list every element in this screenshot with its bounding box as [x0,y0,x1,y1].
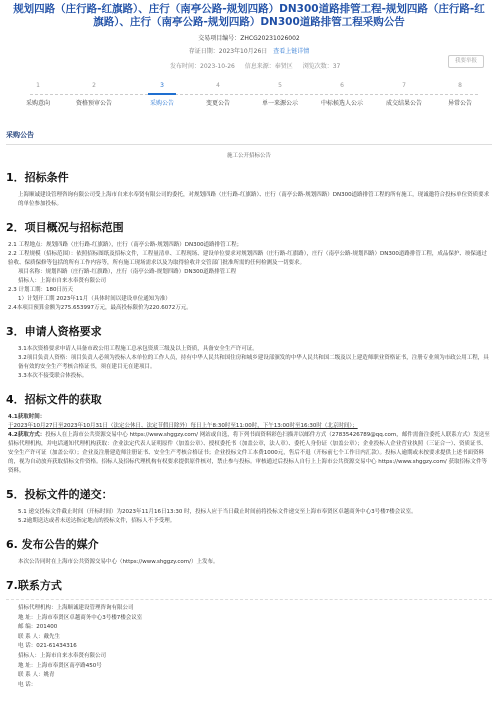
section-3-line: 3.2项目负责人资格：项目负责人必须为投标人本单位的工作人员，持有中华人民共和国住房和城乡建设部颁发的中华人民共和国二级及以上建造师职业资格证书，注册专业须为市政公用工程，具备有效的安全生产考核合格证书，须在建目无在建项目。 [18,355,489,370]
section-2-line: 招标人：上海市自来水奉贤有限公司 [18,278,107,284]
section-5-line: 5.2逾期送达或者未送达指定地点的投标文件，招标人不予受理。 [18,518,176,524]
step-num: 2 [92,82,96,89]
step-label: 成交结果公告 [385,100,422,107]
step-6[interactable] [312,82,372,107]
contact-line: 联 系 人：姚青 [18,672,55,679]
section-2-line: 2.2 工程规模（招标范围）：依照招标图纸及招标文件，工程量清单、工程现场、建设单位要求对规划四路（庄行路-红旗路），庄行（南亭公路-规划四路）DN300道路排管工程，成品保护、竣保通过验收、保质保修等包括的所有工作内容等，所有施工现场需求以及为取得验收并交管部门批准所需的任何检测及一切要求。 [8,251,487,266]
section-4-time-label [8,413,490,422]
section-1-text: 上海顺诚建设管理咨询有限公司受上海市自来水奉贤有限公司的委托，对规划四路（庄行路-红旗路）、庄行（南亭公路-规划四路）DN300道路排管工程的所有施工，现诚邀符合投标单位资质要求的单位参加投标。 [18,192,490,207]
step-7[interactable] [374,82,434,107]
contact-line: 电 话： [18,681,37,688]
step-num: 4 [216,82,220,89]
tab-bar [6,122,492,145]
divider [6,599,492,600]
section-6-text: 本次公告同时在上海市公共资源交易中心（https://www.shggzy.com/）上发布。 [18,559,219,565]
process-steps [0,82,498,122]
get-time-label: 4.1获取时间： [8,414,46,420]
publish-time: 发布时间：2023-10-26 [170,63,235,70]
step-1[interactable] [8,82,68,107]
view-count: 浏览次数：37 [302,63,341,70]
step-label: 单一来源公示 [261,100,298,107]
step-num: 7 [402,82,406,89]
step-label: 资格预审公告 [75,100,112,107]
section-4-time-text: 于2023年10月27日至2023年10月31日（法定公休日、法定节假日除外）每日上午8:30时至11:00时，下午13:00时至16:30时（北京时间）； [8,423,358,429]
doc-subtitle: 施工公开招标公告 [226,153,271,159]
get-method-text: 投标人在上海市公共资源交易中心 https://www.shggzy.com/ 网站或自选，将下列书面资料彩色扫描并以邮件方式（27835426789@qq.com，邮件需备注委托人联系方式）发送至招标代理机构，并电话通知代理机构获取：企业法定代表人证明原件（加盖公章）、授权委托书（加盖公章，法人章）、委托人身份证（加盖公章）；企业投标人企业营业执照（三证合一）、资质证书、安全生产许可证（加盖公章）；企业及注册建造师注册证书、安全生产考核合格证书；企业投标文件工本费1000元，售后不退（开标前七个工作日内汇款）。投标人逾期或未按要求提供上述书面资料的，视为自动放弃获取招标文件资格。招标人及招标代理机构有权要求提供原件核对，禁止参与投标。审核通过后投标人自行上上海市公共资源交易中心 https://www.shggzy.com/ 获取招标文件等资料。 [8,432,490,474]
trade-no: 交易项目编号：ZHCG20231026002 [198,35,300,42]
section-4-heading: 4．招标文件的获取 [6,393,102,406]
step-3[interactable] [132,82,192,107]
step-label: 变更公告 [205,100,230,107]
section-7-heading: 7.联系方式 [6,579,62,592]
section-2-line: 2.4本项目预算金额为275.653997万元，最高投标限价为220.6072万元。 [8,305,192,311]
visit-time-row [0,46,498,55]
section-3-line: 3.1本次资格要求申请人具备市政公用工程施工总承包资质三级及以上资质，具备安全生产许可证。 [18,346,258,352]
tab-procurement-notice[interactable]: 采购公告 [6,131,34,139]
get-method-label: 4.2获取方式： [8,432,46,438]
page-title: 规划四路（庄行路-红旗路）、庄行（南亭公路-规划四路）DN300道路排管工程-规划四路（庄行路-红旗路）、庄行（南亭公路-规划四路）DN300道路排管工程采购公告 [13,3,485,28]
section-2-line: 项目名称：规划四路（庄行路-红旗路），庄行（南亭公路-规划四路）DN300道路排管工程 [18,269,237,275]
step-num: 8 [458,82,462,89]
contact-line: 地 址：上海市奉贤区卓越商务中心3号楼7楼会议室 [18,614,143,621]
step-8[interactable] [430,82,490,107]
step-2[interactable] [64,82,124,107]
contact-line: 招标人：上海市自来水奉贤有限公司 [18,652,107,659]
section-2-line: 2.1 工程地点：规划四路（庄行路-红旗路），庄行（南亭公路-规划四路）DN300道路排管工程； [8,242,243,248]
step-4[interactable] [188,82,248,107]
step-num: 6 [340,82,344,89]
section-3-heading: 3．申请人资格要求 [6,325,102,338]
contact-line: 联 系 人：戴先生 [18,633,60,640]
info-source: 信息来源：奉贤区 [244,63,293,70]
section-4-method [8,431,490,476]
visit-time: 存证日期：2023年10月26日 [188,48,268,55]
report-button[interactable]: 我要举报 [448,55,484,68]
section-1-heading: 1．招标条件 [6,171,69,184]
contact-info [18,604,490,690]
step-label: 中标候选人公示 [320,100,363,107]
step-label: 采购意向 [25,100,50,107]
section-5-line: 5.1 递交投标文件截止时间（开标时间）为2023年11月16日13:30 时，投标人应于当日截止时间前将投标文件递交至上海市奉贤区卓越商务中心3号楼7楼会议室。 [18,509,417,515]
contact-line: 邮 编：201400 [18,624,58,631]
contact-line: 地 址：上海市奉贤区南亭路450号 [18,662,102,669]
step-label: 异常公告 [447,100,472,107]
step-num: 1 [36,82,40,89]
section-2-line: 2.3 计划工期：180日历天 [8,287,73,293]
section-2-line: 1）计划开工期 2023年11月（具体时间以建设单位通知为准） [18,296,171,302]
section-6-heading: 6. 发布公告的媒介 [6,538,99,551]
chain-detail-link[interactable]: 查看上链详情 [273,48,310,55]
contact-line: 电 话：021-61434316 [18,643,77,650]
step-5[interactable] [250,82,310,107]
section-3-line: 3.3本次不接受联合体投标。 [18,373,88,379]
step-num: 5 [278,82,282,89]
section-5-heading: 5．投标文件的递交： [6,488,113,501]
step-label: 采购公告 [149,100,174,107]
contact-line: 招标代理机构：上海顺诚建设管理咨询有限公司 [18,605,134,611]
step-num: 3 [160,82,164,89]
section-2-heading: 2．项目概况与招标范围 [6,221,124,234]
